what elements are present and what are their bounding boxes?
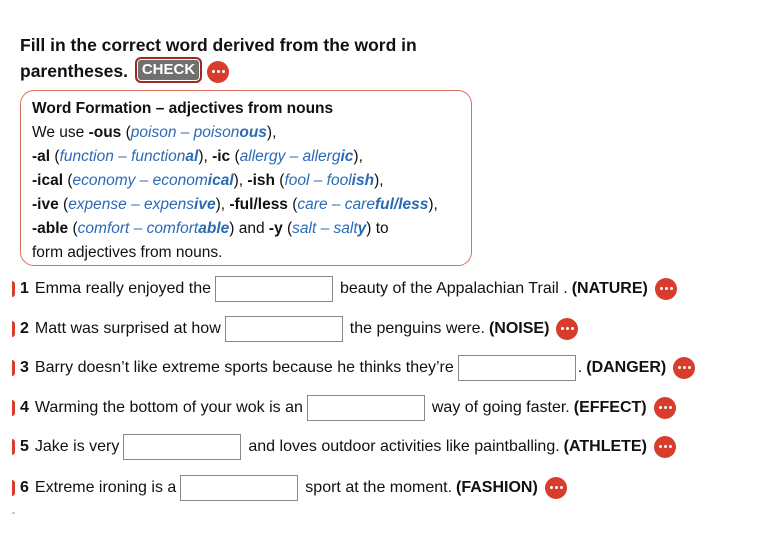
rule-text: (: [282, 220, 293, 237]
question-hint: (EFFECT): [573, 399, 647, 416]
question-hint: (FASHION): [456, 479, 538, 496]
question-row: [12, 393, 676, 423]
question-marker: [12, 281, 15, 297]
rule-line: [32, 169, 460, 193]
rule-line: [32, 217, 460, 241]
question-text-after: beauty of the Appalachian Trail .: [340, 280, 568, 297]
rule-example: ical: [207, 172, 234, 189]
question-text-before: Jake is very: [34, 438, 120, 455]
rule-text: ),: [353, 148, 363, 165]
more-options-icon[interactable]: [654, 436, 676, 458]
rule-example: ous: [239, 124, 267, 141]
question-number: 6: [20, 479, 29, 496]
rule-text: -ish: [247, 172, 275, 189]
rule-line: [32, 241, 460, 265]
rule-example: able: [198, 220, 230, 237]
more-options-icon[interactable]: [545, 477, 567, 499]
rule-text: (: [121, 124, 131, 141]
rule-text: ),: [374, 172, 384, 189]
answer-input[interactable]: [307, 395, 425, 421]
question-marker: [12, 360, 15, 376]
rule-text: (: [68, 220, 78, 237]
rule-text: (: [50, 148, 60, 165]
rule-text: ),: [233, 172, 248, 189]
rule-text: ) and: [229, 220, 269, 237]
question-row: [12, 353, 695, 383]
rule-example: expense – expens: [68, 196, 195, 213]
rule-text: (: [58, 196, 69, 213]
question-text-after: sport at the moment.: [305, 479, 453, 496]
more-options-icon[interactable]: [655, 278, 677, 300]
question-number: 4: [20, 399, 29, 416]
rule-example: salt – salt: [292, 220, 358, 237]
question-number: 2: [20, 320, 29, 337]
question-text-before: Extreme ironing is a: [34, 479, 177, 496]
rule-text: (: [287, 196, 298, 213]
question-hint: (ATHLETE): [563, 438, 647, 455]
rule-text: (: [230, 148, 240, 165]
rule-text: ) to: [366, 220, 389, 237]
answer-input[interactable]: [458, 355, 576, 381]
rule-text: -ful/less: [229, 196, 288, 213]
question-text-before: Warming the bottom of your wok is an: [34, 399, 303, 416]
rule-text: ),: [198, 148, 213, 165]
answer-input[interactable]: [215, 276, 333, 302]
rule-example: ive: [194, 196, 216, 213]
answer-input[interactable]: [180, 475, 298, 501]
rule-example: comfort – comfort: [77, 220, 199, 237]
rule-example: ful/less: [374, 196, 429, 213]
answer-input[interactable]: [225, 316, 343, 342]
question-text-after: .: [577, 359, 583, 376]
question-marker: [12, 439, 15, 455]
question-row: [12, 432, 676, 462]
rule-text: ),: [215, 196, 230, 213]
rule-box: [20, 90, 472, 266]
more-options-icon[interactable]: [654, 397, 676, 419]
rule-text: -able: [32, 220, 69, 237]
rule-text: -ical: [32, 172, 64, 189]
rule-example: ic: [340, 148, 354, 165]
instruction-title: [20, 32, 440, 85]
question-text-before: Barry doesn’t like extreme sports because he thinks they’re: [34, 359, 454, 376]
rule-text: -y: [268, 220, 283, 237]
answer-input[interactable]: [123, 434, 241, 460]
question-text-before: Matt was surprised at how: [34, 320, 221, 337]
question-marker: [12, 321, 15, 337]
rule-example: ish: [351, 172, 375, 189]
question-text-after: the penguins were.: [349, 320, 485, 337]
rule-text: (: [274, 172, 285, 189]
rule-text: ),: [266, 124, 277, 141]
rule-text: We use: [32, 124, 89, 141]
rule-example: al: [185, 148, 199, 165]
rule-text: form adjectives from nouns.: [32, 244, 223, 261]
instruction-text: Fill in the correct word derived from the word in parentheses.: [20, 35, 417, 81]
rule-line: [32, 145, 460, 169]
question-number: 5: [20, 438, 29, 455]
question-number: 1: [20, 280, 29, 297]
question-text-before: Emma really enjoyed the: [34, 280, 211, 297]
rule-text: -ive: [32, 196, 59, 213]
rule-text: ),: [428, 196, 438, 213]
question-hint: (DANGER): [586, 359, 667, 376]
question-row: [12, 473, 567, 503]
question-hint: (NATURE): [571, 280, 648, 297]
rule-text: (: [63, 172, 73, 189]
rule-example: economy – econom: [72, 172, 208, 189]
more-options-icon[interactable]: [556, 318, 578, 340]
more-options-icon[interactable]: [207, 61, 229, 83]
rule-example: fool – fool: [284, 172, 352, 189]
rule-example: poison – poison: [130, 124, 240, 141]
question-marker: [12, 400, 15, 416]
question-text-after: way of going faster.: [431, 399, 570, 416]
rule-heading: Word Formation – adjectives from nouns: [32, 100, 334, 117]
check-button[interactable]: CHECK: [135, 57, 202, 83]
question-hint: (NOISE): [488, 320, 550, 337]
question-number: 3: [20, 359, 29, 376]
question-row: [12, 314, 578, 344]
rule-example: allergy – allerg: [239, 148, 341, 165]
rule-text: -ic: [212, 148, 231, 165]
divider: [12, 512, 15, 514]
rule-text: -ous: [88, 124, 122, 141]
rule-lines: [32, 121, 460, 265]
question-marker: [12, 480, 15, 496]
question-text-after: and loves outdoor activities like paintballing.: [248, 438, 560, 455]
question-row: [12, 274, 677, 304]
rule-text: -al: [32, 148, 51, 165]
more-options-icon[interactable]: [673, 357, 695, 379]
rule-example: care – care: [297, 196, 375, 213]
rule-line: [32, 193, 460, 217]
rule-example: function – function: [59, 148, 186, 165]
rule-example: y: [357, 220, 367, 237]
rule-line: [32, 121, 460, 145]
